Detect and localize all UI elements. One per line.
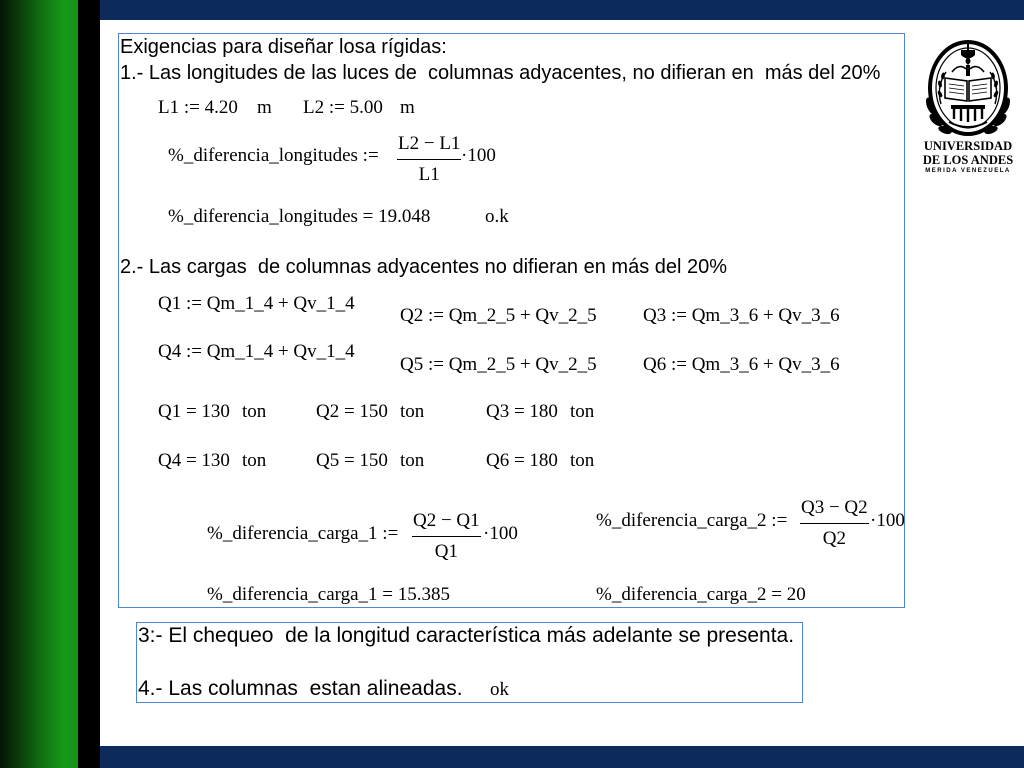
load-unit-q3: ton [570, 401, 595, 422]
load-value-q3: Q3 = 180 [486, 401, 558, 422]
load-definition-q4: Q4 := Qm_1_4 + Qv_1_4 [158, 341, 355, 362]
pct-lengths-check: o.k [485, 206, 509, 227]
pct-load-1-lhs: %_diferencia_carga_1 := [207, 523, 399, 544]
fraction-denominator: Q1 [434, 541, 458, 562]
fraction-bar [800, 523, 869, 524]
load-definition-q2: Q2 := Qm_2_5 + Qv_2_5 [400, 305, 597, 326]
load-value-q1: Q1 = 130 [158, 401, 230, 422]
requirements-heading: Exigencias para diseñar losa rígidas: [120, 36, 447, 58]
load-definition-q1: Q1 := Qm_1_4 + Qv_1_4 [158, 293, 355, 314]
load-unit-q4: ton [242, 450, 267, 471]
pct-load-2-lhs: %_diferencia_carga_2 := [596, 510, 788, 531]
pct-load-2-fraction [800, 497, 869, 550]
university-logo [918, 36, 1018, 182]
requirement-4-text: 4.- Las columnas estan alineadas. [138, 677, 463, 700]
pct-load-1-result: %_diferencia_carga_1 = 15.385 [207, 584, 451, 605]
load-unit-q5: ton [400, 450, 425, 471]
span-l1-expression: L1 := 4.20 [158, 97, 238, 118]
logo-name-line-1: UNIVERSIDAD [923, 139, 1013, 153]
fraction-denominator: Q2 [822, 528, 846, 549]
load-value-q4: Q4 = 130 [158, 450, 230, 471]
span-l2-unit: m [400, 97, 415, 118]
fraction-bar [397, 159, 461, 160]
left-green-band [0, 0, 78, 768]
logo-location: MERIDA VENEZUELA [925, 168, 1011, 174]
pct-load-2-factor: ·100 [870, 510, 905, 531]
fraction-numerator: Q3 − Q2 [801, 497, 868, 518]
pct-lengths-fraction [397, 133, 461, 186]
pct-lengths-lhs: %_diferencia_longitudes := [168, 145, 379, 166]
bottom-navy-bar [100, 746, 1024, 768]
requirement-3-text: 3:- El chequeo de la longitud característica más adelante se presenta. [138, 624, 795, 647]
notes-box [136, 622, 803, 703]
logo-name-line-2: DE LOS ANDES [922, 153, 1014, 167]
pct-lengths-result: %_diferencia_longitudes = 19.048 [168, 206, 431, 227]
top-navy-bar [100, 0, 1024, 20]
fraction-numerator: Q2 − Q1 [413, 510, 480, 531]
load-definition-q6: Q6 := Qm_3_6 + Qv_3_6 [643, 354, 840, 375]
requirement-2-text: 2.- Las cargas de columnas adyacentes no difieran en más del 20% [120, 256, 728, 278]
pct-lengths-factor: ·100 [461, 145, 496, 166]
fraction-numerator: L2 − L1 [398, 133, 461, 154]
requirements-box [118, 33, 905, 608]
load-definition-q5: Q5 := Qm_2_5 + Qv_2_5 [400, 354, 597, 375]
requirement-4-check: ok [490, 679, 509, 700]
pct-load-1-factor: ·100 [483, 523, 518, 544]
load-unit-q6: ton [570, 450, 595, 471]
university-seal-icon [924, 38, 1012, 138]
load-value-q5: Q5 = 150 [316, 450, 388, 471]
load-unit-q2: ton [400, 401, 425, 422]
left-black-band [78, 0, 100, 768]
fraction-bar [412, 536, 481, 537]
load-definition-q3: Q3 := Qm_3_6 + Qv_3_6 [643, 305, 840, 326]
load-unit-q1: ton [242, 401, 267, 422]
span-l2-expression: L2 := 5.00 [303, 97, 383, 118]
requirement-1-text: 1.- Las longitudes de las luces de columnas adyacentes, no difieran en más del 20% [120, 62, 881, 84]
span-l1-unit: m [257, 97, 272, 118]
pct-load-2-result: %_diferencia_carga_2 = 20 [596, 584, 806, 605]
load-value-q6: Q6 = 180 [486, 450, 558, 471]
load-value-q2: Q2 = 150 [316, 401, 388, 422]
fraction-denominator: L1 [418, 164, 440, 185]
pct-load-1-fraction [412, 510, 481, 563]
